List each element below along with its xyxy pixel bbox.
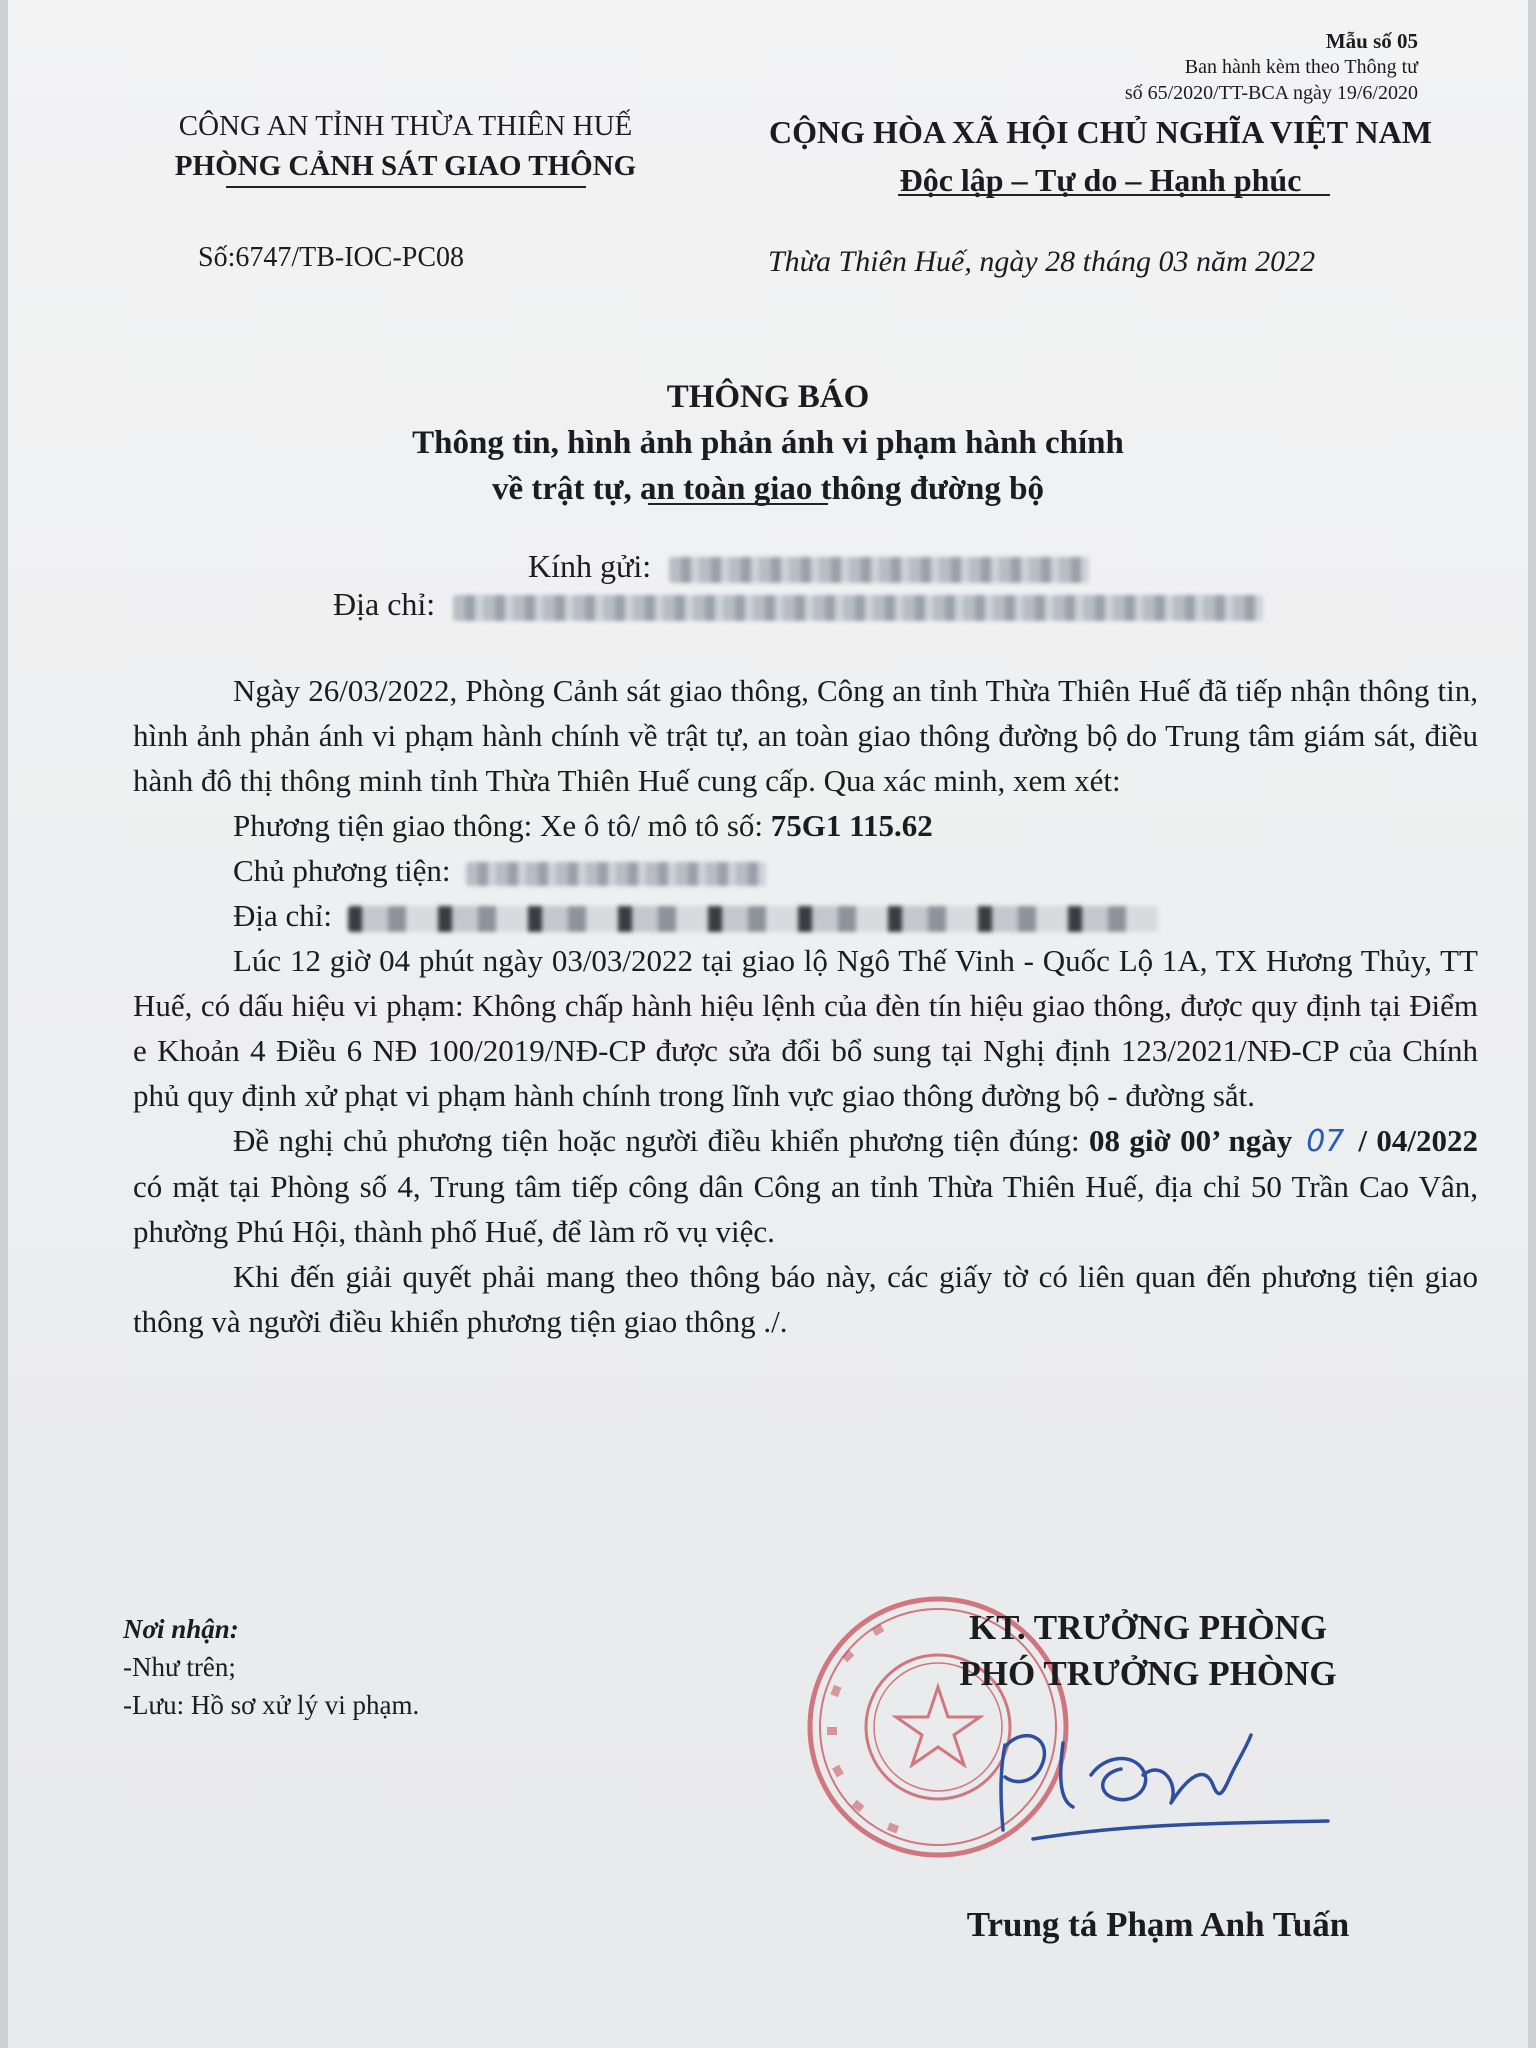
paragraph-violation: Lúc 12 giờ 04 phút ngày 03/03/2022 tại giao lộ Ngô Thế Vinh - Quốc Lộ 1A, TX Hương Thủy, TT Huế, có dấu hiệu vi phạm: Không chấp hành hiệu lệnh của đèn tín hiệu giao thông, được quy định tại Điểm e Khoản 4 Điều 6 NĐ 100/2019/NĐ-CP được sửa đổi bổ sung tại Nghị định 123/2021/NĐ-CP của Chính phủ quy định xử phạt vi phạm hành chính trong lĩnh vực giao thông đường bộ - đường sắt. (133, 943, 1478, 1113)
document-number: Số:6747/TB-IOC-PC08 (198, 242, 465, 273)
signature-line-2: PHÓ TRƯỞNG PHÒNG (959, 1654, 1337, 1693)
summons-location: có mặt tại Phòng số 4, Trung tâm tiếp công dân Công an tỉnh Thừa Thiên Huế, địa chỉ 50 Trần Cao Vân, phường Phú Hội, thành phố Huế, để làm rõ vụ việc. (133, 1169, 1478, 1249)
owner-address-label: Địa chỉ: (233, 898, 332, 933)
owner-address-line (133, 893, 1478, 938)
signature-line-1: KT. TRƯỞNG PHÒNG (968, 1608, 1328, 1647)
notice-body (133, 668, 1478, 1344)
notice-title (8, 374, 1528, 512)
owner-label: Chủ phương tiện: (233, 853, 451, 888)
paragraph-summons (133, 1118, 1478, 1254)
signature-title (898, 1605, 1398, 1697)
recipient-to (528, 548, 1089, 585)
nation-motto: Độc lập – Tự do – Hạnh phúc (899, 162, 1302, 198)
signer-name: Trung tá Phạm Anh Tuấn (966, 1905, 1350, 1944)
paragraph-received: Ngày 26/03/2022, Phòng Cảnh sát giao thông, Công an tỉnh Thừa Thiên Huế đã tiếp nhận thông tin, hình ảnh phản ánh vi phạm hành chính về trật tự, an toàn giao thông đường bộ do Trung tâm giám sát, điều hành đô thị thông minh tỉnh Thừa Thiên Huế cung cấp. Qua xác minh, xem xét: (133, 673, 1478, 798)
license-plate: 75G1 115.62 (770, 808, 933, 843)
national-header (728, 108, 1473, 204)
nation-name: CỘNG HÒA XÃ HỘI CHỦ NGHĨA VIỆT NAM (769, 114, 1432, 150)
vehicle-label: Phương tiện giao thông: Xe ô tô/ mô tô số: (233, 808, 764, 843)
recipients-list (123, 1610, 419, 1724)
agency-underline (226, 186, 586, 188)
motto-underline (898, 194, 1330, 196)
issuing-agency (113, 106, 698, 186)
redacted-owner-address (348, 906, 1158, 932)
place-date: Thừa Thiên Huế, ngày 28 tháng 03 năm 2022 (768, 245, 1316, 278)
summons-time: 08 giờ 00’ ngày (1089, 1123, 1293, 1158)
title-sub-2: về trật tự, an toàn giao thông đường bộ (491, 471, 1044, 507)
paragraph-documents: Khi đến giải quyết phải mang theo thông báo này, các giấy tờ có liên quan đến phương tiện giao thông và người điều khiển phương tiện giao thông ./. (133, 1259, 1478, 1339)
recipient-address-label: Địa chỉ: (333, 586, 436, 622)
recipient-address (333, 586, 1263, 623)
handwritten-signature-icon (993, 1715, 1333, 1845)
recipients-title: Nơi nhận: (123, 1614, 239, 1644)
agency-line-2: PHÒNG CẢNH SÁT GIAO THÔNG (174, 150, 637, 182)
vehicle-line (133, 803, 1478, 848)
recipient-item-2: -Lưu: Hồ sơ xử lý vi phạm. (123, 1690, 420, 1720)
recipient-item-1: -Như trên; (123, 1652, 236, 1682)
owner-line (133, 848, 1478, 893)
redacted-recipient-address (453, 595, 1263, 621)
redacted-owner-name (466, 862, 766, 886)
form-issued-with: Ban hành kèm theo Thông tư (1184, 56, 1418, 78)
summons-intro: Đề nghị chủ phương tiện hoặc người điều khiển phương tiện đúng: (233, 1123, 1080, 1158)
agency-line-1: CÔNG AN TỈNH THỪA THIÊN HUẾ (178, 110, 633, 142)
summons-month-year: / 04/2022 (1358, 1123, 1479, 1158)
title-main: THÔNG BÁO (666, 379, 870, 415)
summons-day-handwritten: 07 (1306, 1124, 1345, 1159)
recipient-to-label: Kính gửi: (528, 548, 652, 584)
title-underline (648, 503, 828, 505)
document-page (8, 0, 1528, 2048)
form-circular: số 65/2020/TT-BCA ngày 19/6/2020 (1124, 82, 1418, 104)
form-number-block (1125, 28, 1418, 106)
form-number: Mẫu số 05 (1325, 29, 1418, 53)
redacted-recipient-name (669, 557, 1089, 583)
title-sub-1: Thông tin, hình ảnh phản ánh vi phạm hành chính (412, 425, 1124, 461)
